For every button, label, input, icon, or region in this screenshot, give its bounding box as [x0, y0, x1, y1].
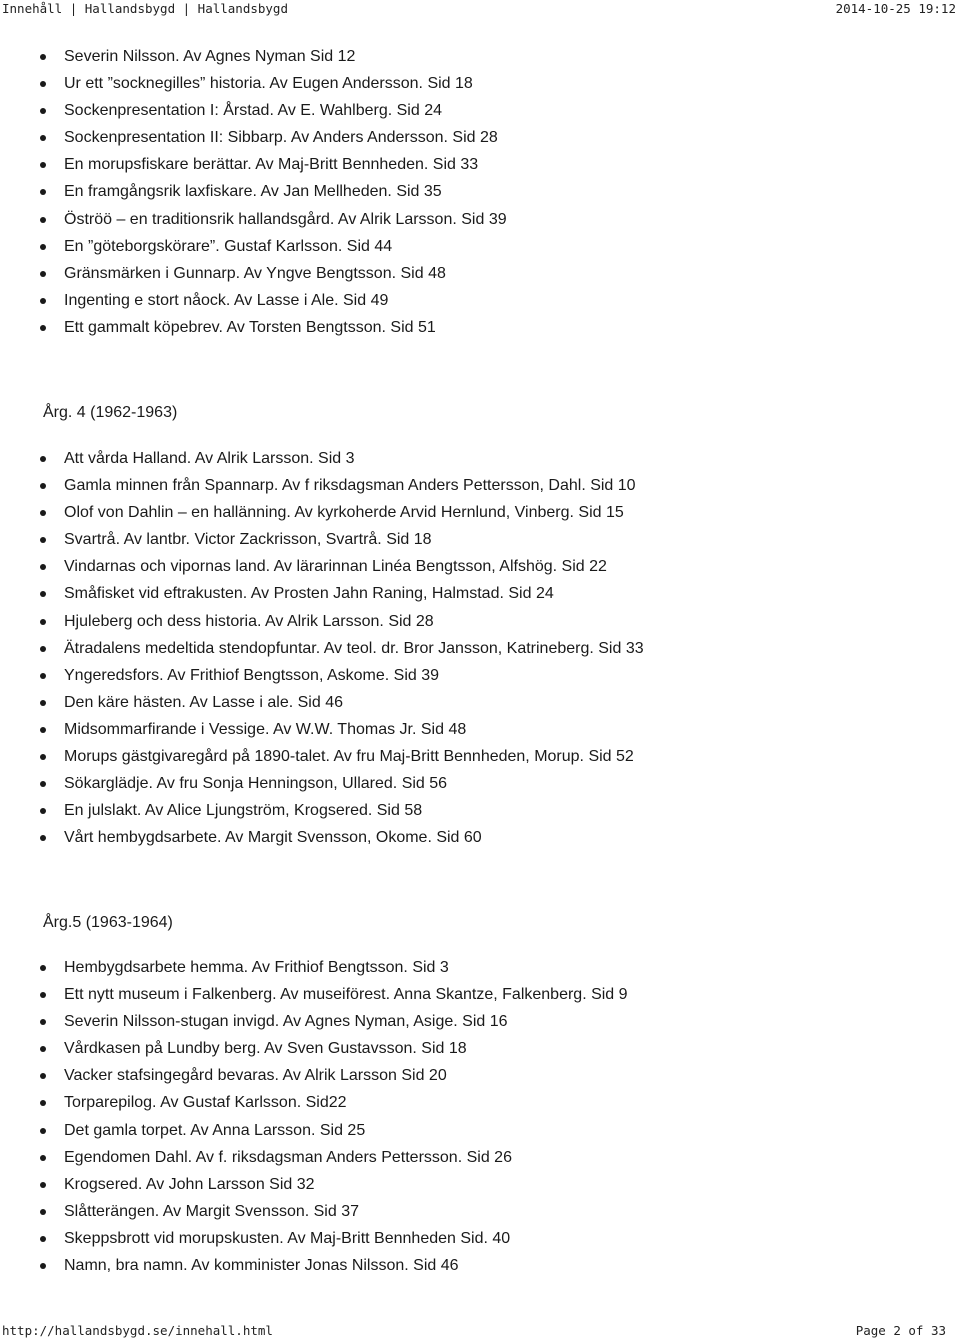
list-item-text: Hjuleberg och dess historia. Av Alrik Larsson. Sid 28	[64, 612, 434, 630]
list-item	[0, 476, 644, 503]
list-item-text: Vindarnas och vipornas land. Av lärarinnan Linéa Bengtsson, Alfshög. Sid 22	[64, 558, 607, 576]
list-item-text: En julslakt. Av Alice Ljungström, Krogsered. Sid 58	[64, 802, 423, 820]
list-item	[0, 47, 507, 74]
bullet-icon	[40, 1046, 46, 1052]
list-item-text: Midsommarfirande i Vessige. Av W.W. Thomas Jr. Sid 48	[64, 720, 467, 738]
list-item	[0, 291, 507, 318]
bullet-icon	[40, 754, 46, 760]
bullet-icon	[40, 162, 46, 168]
list-item	[0, 958, 628, 985]
bullet-icon	[40, 1155, 46, 1161]
list-item-text: Sockenpresentation I: Årstad. Av E. Wahlberg. Sid 24	[64, 102, 442, 120]
bullet-icon	[40, 673, 46, 679]
bullet-icon	[40, 591, 46, 597]
bullet-icon	[40, 1263, 46, 1269]
contents-list-section3	[0, 958, 628, 1283]
list-item-text: Att vårda Halland. Av Alrik Larsson. Sid 3	[64, 450, 355, 467]
list-item-text: Egendomen Dahl. Av f. riksdagsman Anders Pettersson. Sid 26	[64, 1148, 512, 1166]
list-item-text: Olof von Dahlin – en hallänning. Av kyrkoherde Arvid Hernlund, Vinberg. Sid 15	[64, 504, 624, 522]
list-item-text: Gamla minnen från Spannarp. Av f riksdagsman Anders Pettersson, Dahl. Sid 10	[64, 477, 636, 495]
list-item	[0, 210, 507, 237]
bullet-icon	[40, 1182, 46, 1188]
list-item	[0, 1121, 628, 1148]
bullet-icon	[40, 510, 46, 516]
print-datetime: 2014-10-25 19:12	[835, 1, 956, 16]
list-item	[0, 530, 644, 557]
bullet-icon	[40, 564, 46, 570]
list-item	[0, 612, 644, 639]
contents-list-section1	[0, 47, 507, 345]
list-item	[0, 128, 507, 155]
list-item	[0, 693, 644, 720]
bullet-icon	[40, 456, 46, 462]
list-item-text: Yngeredsfors. Av Frithiof Bengtsson, Askome. Sid 39	[64, 666, 440, 684]
list-item	[0, 1012, 628, 1039]
bullet-icon	[40, 727, 46, 733]
bullet-icon	[40, 992, 46, 998]
list-item-text: Ingenting e stort nåock. Av Lasse i Ale. Sid 49	[64, 291, 389, 309]
bullet-icon	[40, 619, 46, 625]
list-item-text: Morups gästgivaregård på 1890-talet. Av fru Maj-Britt Bennheden, Morup. Sid 52	[64, 748, 634, 766]
list-item-text: Namn, bra namn. Av komminister Jonas Nilsson. Sid 46	[64, 1257, 459, 1275]
list-item	[0, 1039, 628, 1066]
list-item	[0, 720, 644, 747]
bullet-icon	[40, 135, 46, 141]
bullet-icon	[40, 700, 46, 706]
list-item	[0, 1093, 628, 1120]
bullet-icon	[40, 965, 46, 971]
list-item	[0, 1229, 628, 1256]
bullet-icon	[40, 537, 46, 543]
bullet-icon	[40, 244, 46, 250]
list-item	[0, 1175, 628, 1202]
bullet-icon	[40, 781, 46, 787]
section-heading-arg5: Årg.5 (1963-1964)	[43, 914, 173, 931]
list-item-text: Vacker stafsingegård bevaras. Av Alrik Larsson Sid 20	[64, 1067, 447, 1085]
list-item-text: Skeppsbrott vid morupskusten. Av Maj-Britt Bennheden Sid. 40	[64, 1229, 511, 1247]
list-item-text: Öströö – en traditionsrik hallandsgård. Av Alrik Larsson. Sid 39	[64, 210, 507, 228]
list-item	[0, 557, 644, 584]
bullet-icon	[40, 1100, 46, 1106]
bullet-icon	[40, 189, 46, 195]
list-item	[0, 1066, 628, 1093]
list-item-text: Ätradalens medeltida stendopfuntar. Av teol. dr. Bror Jansson, Katrineberg. Sid 33	[64, 639, 644, 657]
list-item-text: En ”göteborgskörare”. Gustaf Karlsson. Sid 44	[64, 237, 393, 255]
bullet-icon	[40, 1128, 46, 1134]
list-item	[0, 74, 507, 101]
list-item-text: Småfisket vid eftrakusten. Av Prosten Jahn Raning, Halmstad. Sid 24	[64, 585, 554, 603]
list-item-text: Ur ett ”socknegilles” historia. Av Eugen Andersson. Sid 18	[64, 75, 473, 93]
bullet-icon	[40, 271, 46, 277]
list-item	[0, 449, 644, 476]
section-heading-arg4: Årg. 4 (1962-1963)	[43, 404, 178, 421]
list-item	[0, 1256, 628, 1283]
list-item	[0, 985, 628, 1012]
list-item-text: Gränsmärken i Gunnarp. Av Yngve Bengtsson. Sid 48	[64, 264, 446, 282]
list-item	[0, 503, 644, 530]
bullet-icon	[40, 81, 46, 87]
contents-list-section2	[0, 449, 644, 855]
list-item	[0, 639, 644, 666]
bullet-icon	[40, 483, 46, 489]
list-item	[0, 237, 507, 264]
list-item-text: Hembygdsarbete hemma. Av Frithiof Bengtsson. Sid 3	[64, 959, 449, 976]
list-item	[0, 318, 507, 345]
list-item-text: Slåtterängen. Av Margit Svensson. Sid 37	[64, 1202, 359, 1220]
list-item-text: Sökarglädje. Av fru Sonja Henningson, Ullared. Sid 56	[64, 775, 448, 793]
list-item	[0, 101, 507, 128]
list-item	[0, 1148, 628, 1175]
bullet-icon	[40, 217, 46, 223]
list-item-text: Sockenpresentation II: Sibbarp. Av Anders Andersson. Sid 28	[64, 129, 498, 147]
bullet-icon	[40, 835, 46, 841]
print-header	[0, 0, 960, 18]
list-item-text: En morupsfiskare berättar. Av Maj-Britt Bennheden. Sid 33	[64, 156, 479, 174]
bullet-icon	[40, 54, 46, 60]
list-item-text: Ett gammalt köpebrev. Av Torsten Bengtsson. Sid 51	[64, 318, 436, 336]
page-url: http://hallandsbygd.se/innehall.html	[2, 1323, 273, 1338]
bullet-icon	[40, 108, 46, 114]
list-item	[0, 264, 507, 291]
list-item	[0, 584, 644, 611]
list-item	[0, 747, 644, 774]
bullet-icon	[40, 1073, 46, 1079]
list-item-text: Severin Nilsson. Av Agnes Nyman Sid 12	[64, 48, 356, 65]
bullet-icon	[40, 1236, 46, 1242]
list-item-text: Det gamla torpet. Av Anna Larsson. Sid 25	[64, 1121, 366, 1139]
list-item	[0, 182, 507, 209]
page-title: Innehåll | Hallandsbygd | Hallandsbygd	[2, 1, 288, 16]
list-item	[0, 155, 507, 182]
list-item-text: Vårt hembygdsarbete. Av Margit Svensson, Okome. Sid 60	[64, 829, 482, 847]
bullet-icon	[40, 808, 46, 814]
list-item-text: Vårdkasen på Lundby berg. Av Sven Gustavsson. Sid 18	[64, 1040, 467, 1058]
list-item	[0, 1202, 628, 1229]
bullet-icon	[40, 325, 46, 331]
list-item	[0, 774, 644, 801]
page-number: Page 2 of 33	[855, 1323, 946, 1338]
list-item-text: Svartrå. Av lantbr. Victor Zackrisson, Svartrå. Sid 18	[64, 531, 432, 549]
list-item	[0, 801, 644, 828]
bullet-icon	[40, 1209, 46, 1215]
bullet-icon	[40, 646, 46, 652]
list-item-text: Torparepilog. Av Gustaf Karlsson. Sid22	[64, 1094, 347, 1112]
bullet-icon	[40, 298, 46, 304]
list-item-text: Krogsered. Av John Larsson Sid 32	[64, 1175, 315, 1193]
list-item	[0, 666, 644, 693]
print-footer	[0, 1322, 960, 1340]
list-item-text: Severin Nilsson-stugan invigd. Av Agnes Nyman, Asige. Sid 16	[64, 1013, 508, 1031]
list-item-text: Den käre hästen. Av Lasse i ale. Sid 46	[64, 693, 343, 711]
list-item	[0, 828, 644, 855]
list-item-text: Ett nytt museum i Falkenberg. Av museiförest. Anna Skantze, Falkenberg. Sid 9	[64, 986, 628, 1004]
bullet-icon	[40, 1019, 46, 1025]
list-item-text: En framgångsrik laxfiskare. Av Jan Mellheden. Sid 35	[64, 183, 442, 201]
